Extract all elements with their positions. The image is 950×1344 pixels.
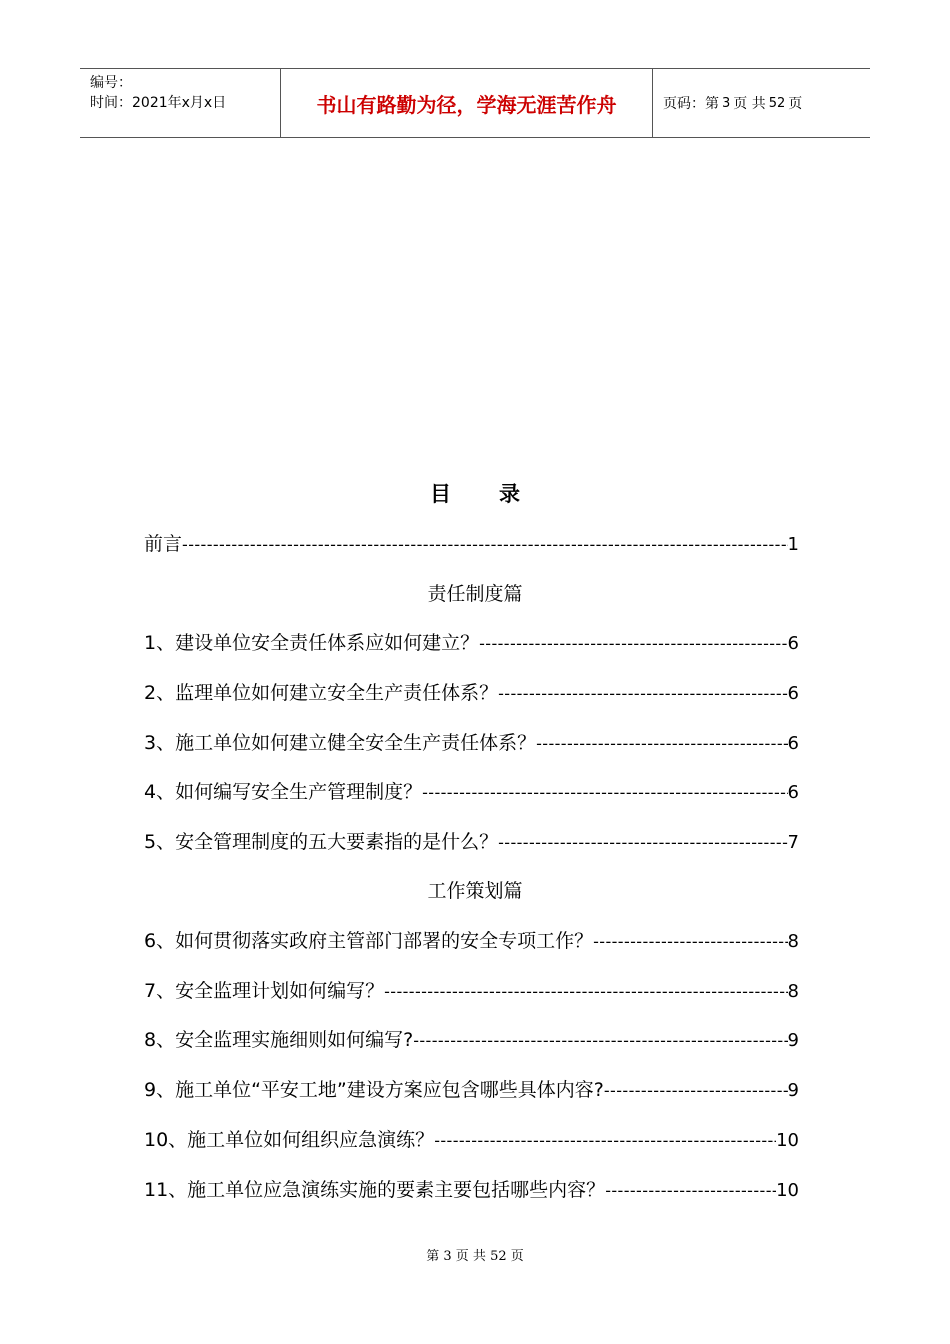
toc-entry[interactable] (144, 926, 799, 953)
toc-entry-title: 2、监理单位如何建立安全生产责任体系？ (144, 682, 499, 704)
toc-entry-page: 8 (787, 981, 799, 1002)
header-motto: 书山有路勤为径，学海无涯苦作舟 (281, 69, 653, 137)
toc-entry-title: 6、如何贯彻落实政府主管部门部署的安全专项工作？ (144, 930, 594, 952)
footer-total: 52 (490, 1249, 507, 1264)
toc-leader (422, 783, 787, 802)
toc-entry-page: 9 (787, 1030, 799, 1051)
section-heading-planning: 工作策划篇 (427, 880, 523, 902)
toc-entry-page: 6 (787, 782, 799, 803)
toc-entry-title: 8、安全监理实施细则如何编写? (144, 1029, 414, 1051)
toc-entry-title: 10、施工单位如何组织应急演练？ (144, 1129, 435, 1151)
toc-title (0, 478, 950, 508)
toc-entry-title: 1、建设单位安全责任体系应如何建立？ (144, 632, 480, 654)
header-page-info (653, 69, 870, 137)
toc-leader (536, 734, 787, 753)
toc-entry-title: 9、施工单位“平安工地”建设方案应包含哪些具体内容? (144, 1079, 604, 1101)
toc-entry[interactable] (144, 1025, 799, 1052)
header-page-total: 52 (768, 95, 786, 111)
toc-leader (604, 1081, 788, 1100)
toc-entry[interactable] (144, 1075, 799, 1102)
toc-title-right: 录 (499, 482, 520, 506)
toc-entry-title: 3、施工单位如何建立健全安全生产责任体系？ (144, 732, 537, 754)
section-heading-responsibility: 责任制度篇 (427, 583, 523, 605)
toc-entry[interactable] (144, 628, 799, 655)
toc-entry-page: 6 (787, 633, 799, 654)
toc-entry[interactable] (144, 1175, 799, 1202)
toc-entry-page: 6 (787, 683, 799, 704)
toc-entry-page: 10 (776, 1130, 799, 1151)
toc-entry[interactable] (144, 777, 799, 804)
toc-entry-preface[interactable] (144, 529, 799, 556)
header-time-label: 时间： (90, 95, 132, 111)
toc-leader (413, 1031, 787, 1050)
toc-title-left: 目 (430, 482, 451, 506)
footer-suffix: 页 (510, 1249, 524, 1264)
header-time (90, 93, 280, 113)
toc-entry[interactable] (144, 976, 799, 1003)
header-page-label: 页码：第 (663, 96, 719, 112)
header-time-value: 2021年x月x日 (132, 95, 227, 111)
toc-entry-title: 7、安全监理计划如何编写？ (144, 980, 385, 1002)
toc-leader (182, 535, 788, 554)
toc-leader (479, 634, 787, 653)
footer-current: 3 (443, 1249, 452, 1264)
toc-entry-title: 11、施工单位应急演练实施的要素主要包括哪些内容？ (144, 1179, 606, 1201)
toc-leader (605, 1181, 776, 1200)
toc-entry-page: 8 (787, 931, 799, 952)
toc-entry[interactable] (144, 827, 799, 854)
footer-mid: 页 共 (455, 1249, 486, 1264)
toc-entry-page: 6 (787, 733, 799, 754)
header-page-end: 页 (788, 96, 803, 112)
header-meta (80, 69, 281, 137)
toc-leader (498, 684, 787, 703)
toc-leader (593, 932, 787, 951)
header-number-label: 编号： (90, 75, 132, 91)
toc-entry-title: 前言 (144, 533, 183, 555)
toc-entry[interactable] (144, 728, 799, 755)
header-page-mid: 页 共 (733, 96, 766, 112)
header-page-current: 3 (722, 95, 731, 111)
toc-entry[interactable] (144, 678, 799, 705)
toc-entry[interactable] (144, 1125, 799, 1152)
footer-prefix: 第 (426, 1249, 440, 1264)
toc-entry-title: 5、安全管理制度的五大要素指的是什么？ (144, 831, 499, 853)
toc-leader (434, 1131, 776, 1150)
toc-entry-page: 1 (787, 534, 799, 555)
toc-leader (498, 833, 787, 852)
toc-entry-page: 10 (776, 1180, 799, 1201)
toc-entry-title: 4、如何编写安全生产管理制度？ (144, 781, 423, 803)
toc-entry-page: 7 (787, 832, 799, 853)
toc-entry-page: 9 (787, 1080, 799, 1101)
page-header (80, 68, 870, 138)
toc-leader (384, 982, 787, 1001)
page-footer (0, 1245, 950, 1264)
